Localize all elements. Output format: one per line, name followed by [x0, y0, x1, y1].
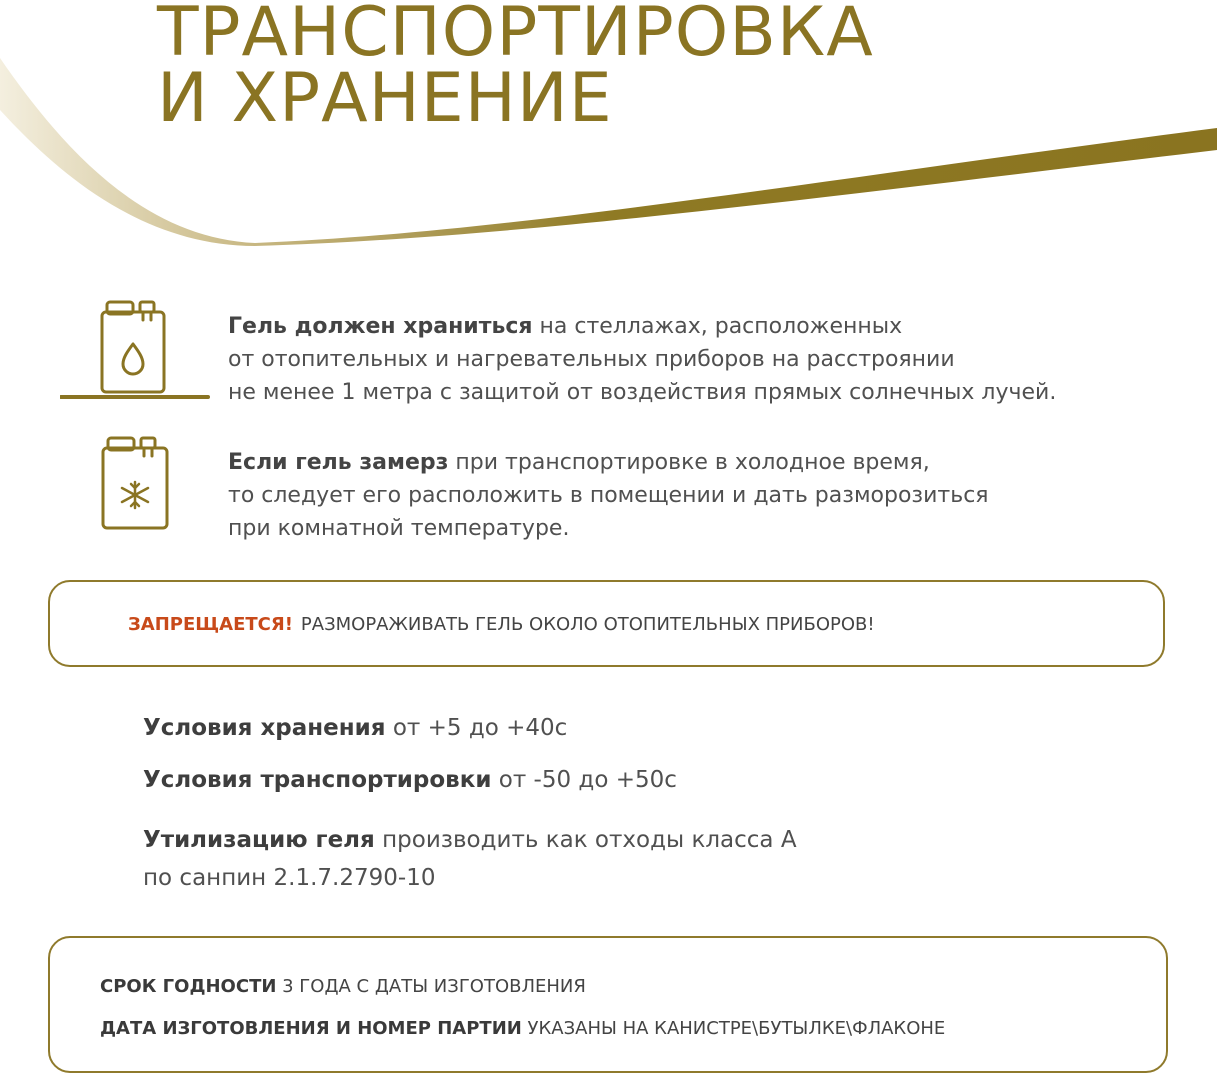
shelf-life-line	[100, 976, 586, 997]
frozen-rule-line-3: при комнатной температуре.	[228, 516, 570, 541]
title-line-2: И ХРАНЕНИЕ	[157, 59, 613, 138]
warning-text	[128, 614, 875, 635]
storage-rule-line-1-rest: на стеллажах, расположенных	[532, 314, 903, 339]
batch-label: ДАТА ИЗГОТОВЛЕНИЯ И НОМЕР ПАРТИИ	[100, 1018, 522, 1039]
frozen-rule-line-1-rest: при транспортировке в холодное время,	[448, 450, 930, 475]
frozen-rule-text	[228, 446, 989, 545]
batch-value: УКАЗАНЫ НА КАНИСТРЕ\БУТЫЛКЕ\ФЛАКОНЕ	[521, 1018, 946, 1039]
shelf-life-value: 3 ГОДА С ДАТЫ ИЗГОТОВЛЕНИЯ	[276, 976, 586, 997]
disposal-regulation: по санпин 2.1.7.2790-10	[143, 865, 436, 891]
canister-drop-icon	[60, 300, 210, 402]
storage-rule-bold: Гель должен храниться	[228, 314, 533, 339]
storage-rule-text	[228, 310, 1056, 409]
disposal-label: Утилизацию геля	[143, 827, 375, 853]
info-box	[48, 936, 1168, 1073]
page-title	[157, 0, 874, 138]
shelf-life-label: СРОК ГОДНОСТИ	[100, 976, 277, 997]
frozen-rule-line-2: то следует его расположить в помещении и дать разморозиться	[228, 483, 989, 508]
transport-conditions-label: Условия транспортировки	[143, 767, 492, 793]
canister-snowflake-icon	[100, 436, 170, 532]
title-line-1: ТРАНСПОРТИРОВКА	[157, 0, 874, 72]
storage-conditions-value: от +5 до +40с	[385, 715, 568, 741]
disposal-conditions	[143, 821, 797, 897]
storage-conditions	[143, 709, 567, 747]
batch-line	[100, 1018, 945, 1039]
disposal-text: производить как отходы класса А	[374, 827, 797, 853]
storage-rule-line-2: от отопительных и нагревательных приборов на расстроянии	[228, 347, 955, 372]
storage-conditions-label: Условия хранения	[143, 715, 386, 741]
warning-message: РАЗМОРАЖИВАТЬ ГЕЛЬ ОКОЛО ОТОПИТЕЛЬНЫХ ПРИБОРОВ!	[300, 614, 875, 635]
transport-conditions	[143, 761, 677, 799]
storage-rule-line-3: не менее 1 метра с защитой от воздействия прямых солнечных лучей.	[228, 380, 1057, 405]
frozen-rule-bold: Если гель замерз	[228, 450, 449, 475]
frozen-rule-line-1	[228, 446, 989, 479]
storage-rule-line-1	[228, 310, 1056, 343]
warning-box	[48, 580, 1165, 667]
transport-conditions-value: от -50 до +50с	[491, 767, 677, 793]
warning-label: ЗАПРЕЩАЕТСЯ!	[128, 614, 293, 635]
